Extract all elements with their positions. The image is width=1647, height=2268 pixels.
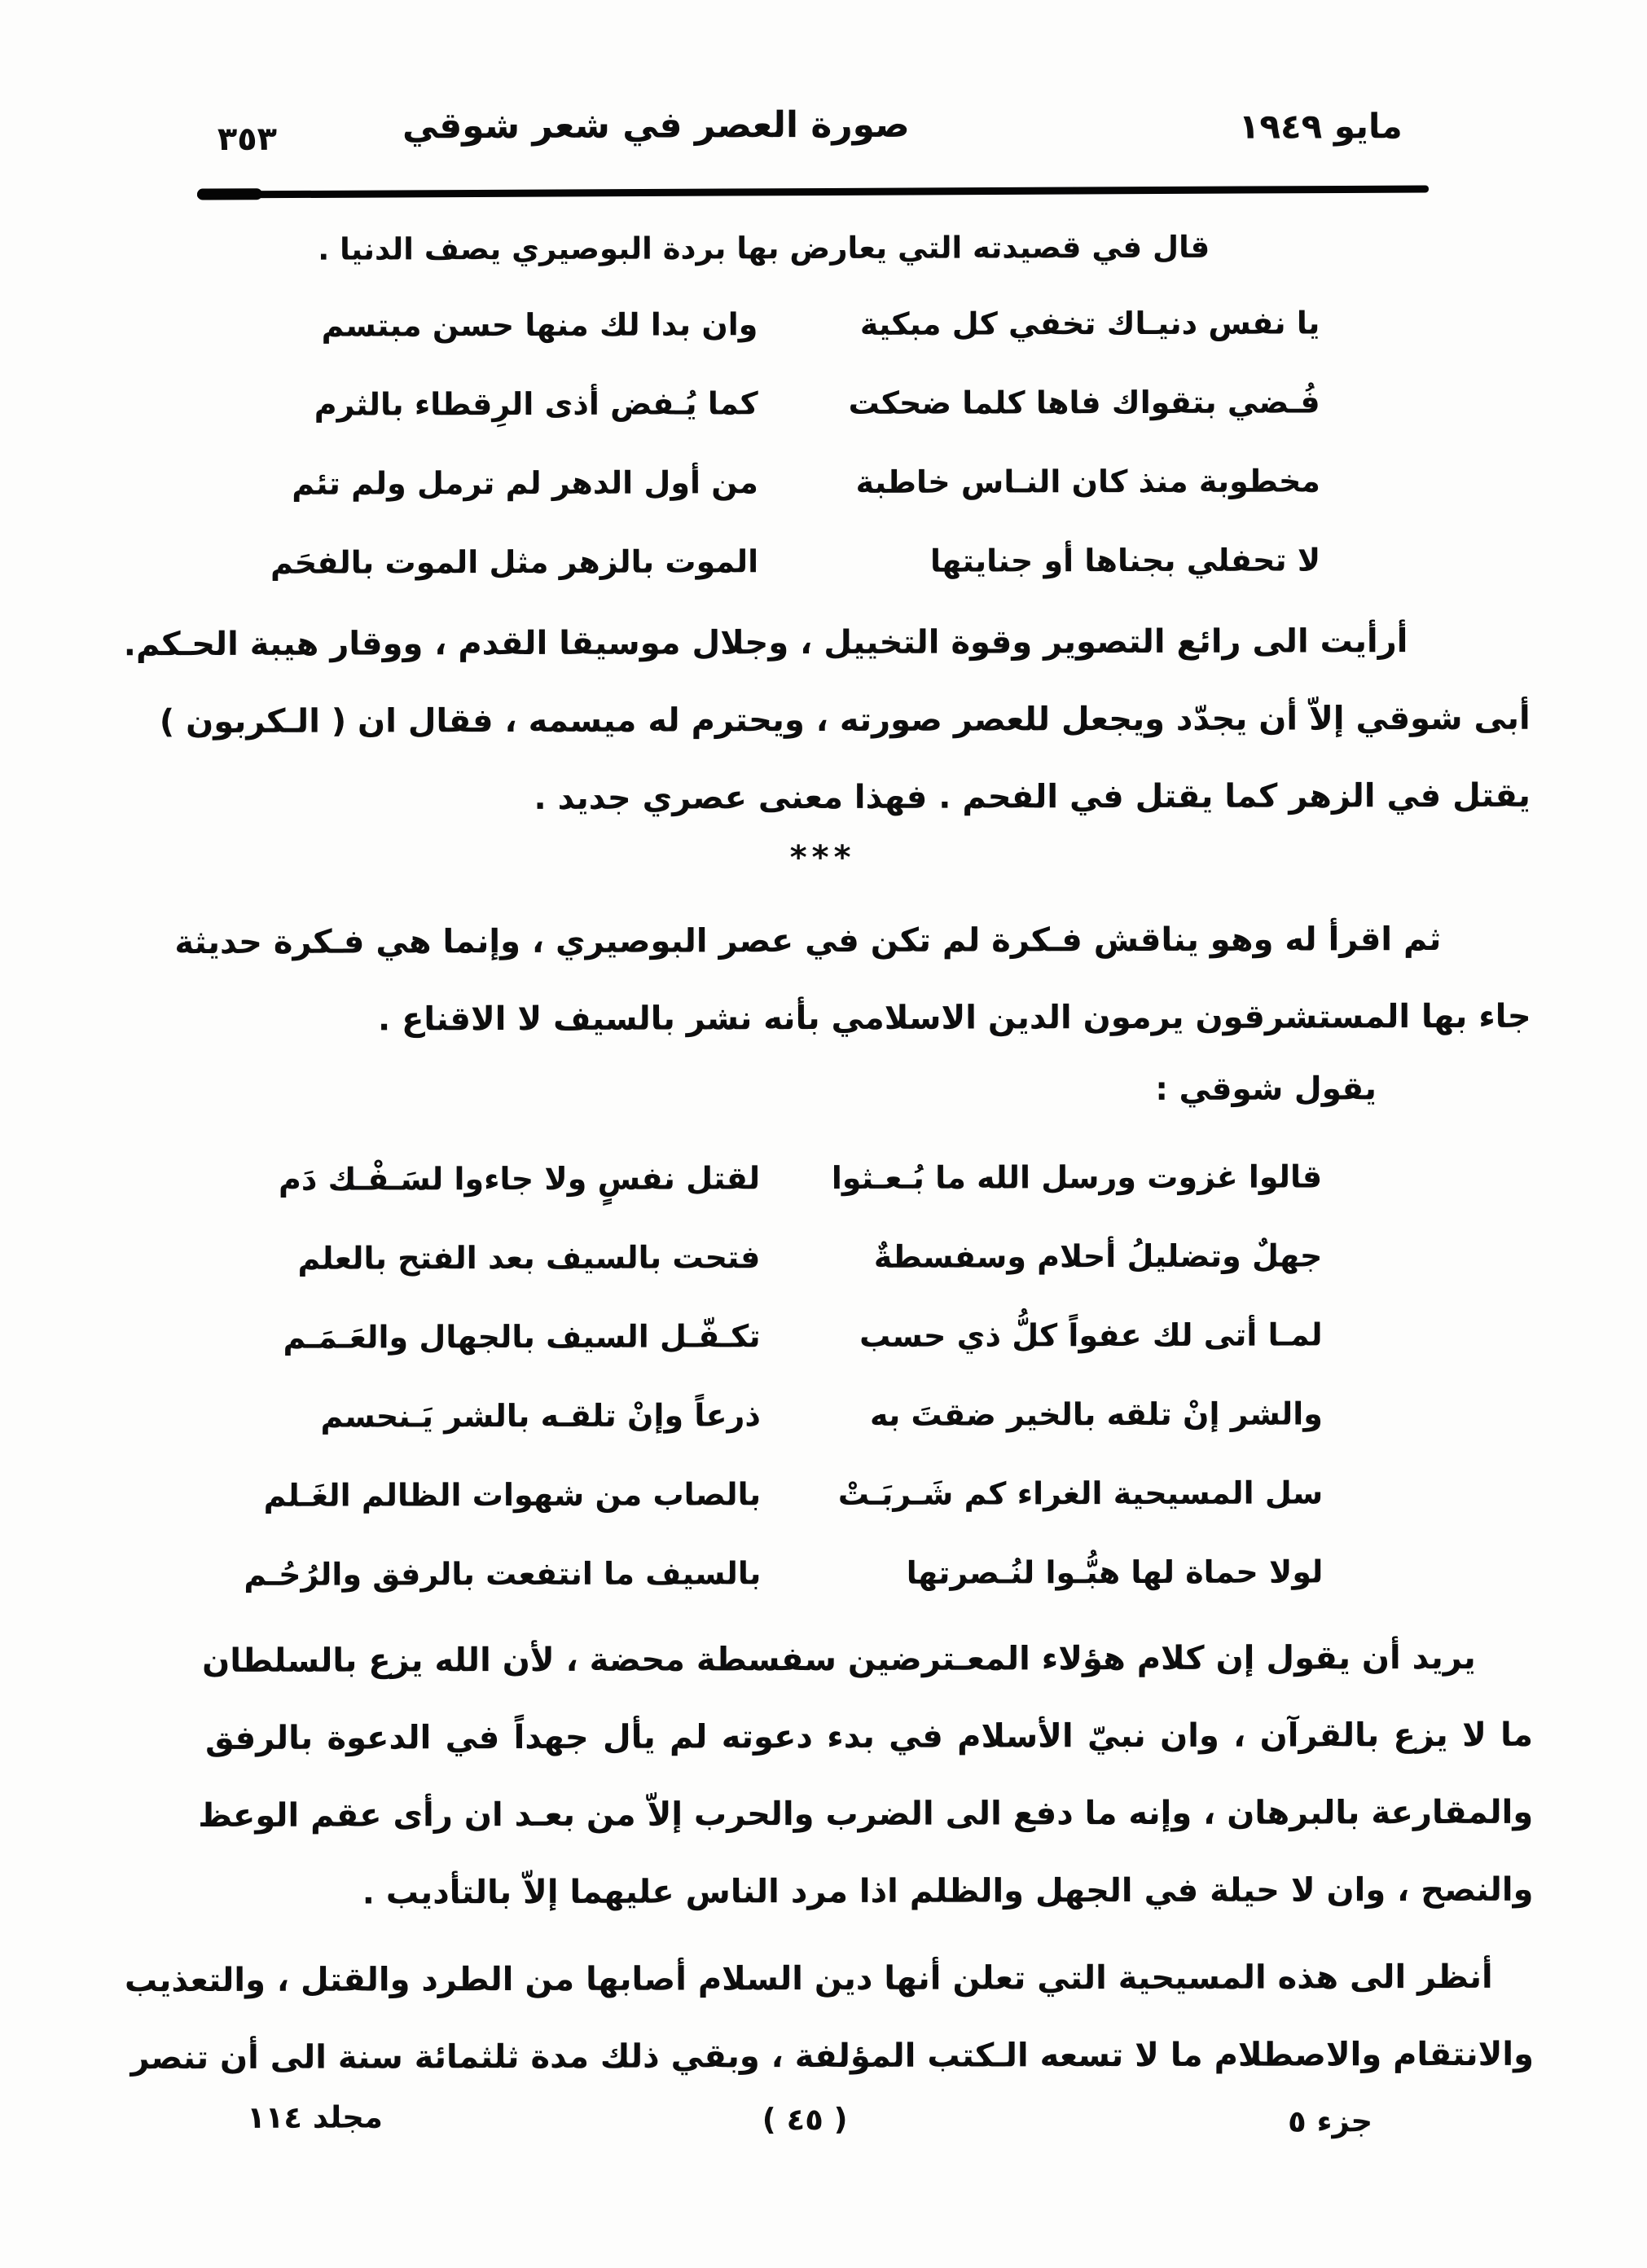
hemistich-right: سل المسيحية الغراء كم شَـربَـتْ — [837, 1475, 1324, 1512]
hemistich-left: فتحت بالسيف بعد الفتح بالعلم — [297, 1239, 761, 1277]
verse-row — [270, 521, 1321, 602]
hemistich-right: مخطوبة منذ كان النـاس خاطبة — [855, 463, 1320, 500]
prose-line: أرأيت الى رائع التصوير وقوة التخييل ، وجلال موسيقا القدم ، ووقار هيبة الحـكم. — [123, 622, 1408, 664]
prose-line: أنظر الى هذه المسيحية التي تعلن أنها دين السلام أصابها من الطرد والقتل ، والتعذيب — [124, 1958, 1493, 2000]
hemistich-left: بالسيف ما انتفعت بالرفق والرُحُـم — [244, 1555, 762, 1593]
header-rule — [197, 185, 1429, 198]
verse-row — [297, 1216, 1323, 1298]
prose-line: ما لا يزع بالقرآن ، وان نبيّ الأسلام في بدء دعوته لم يأل جهداً في الدعوة بالرفق — [204, 1716, 1533, 1757]
commentary-paragraph-3 — [198, 1620, 1534, 1932]
intro-line: قال في قصيدته التي يعارض بها بردة البوصيري يصف الدنيا . — [318, 229, 1210, 267]
verse-row — [244, 1532, 1324, 1614]
page-number: ٣٥٣ — [217, 120, 278, 158]
footer-volume-label: مجلد ١١٤ — [247, 2099, 383, 2135]
hemistich-right: جهلٌ وتضليلُ أحلام وسفسطةٌ — [873, 1237, 1323, 1275]
commentary-paragraph-1 — [123, 603, 1531, 838]
verse-row — [314, 363, 1320, 444]
poem-block-1 — [270, 284, 1321, 602]
hemistich-left: وان بدا لك منها حسن مبتسم — [321, 306, 758, 344]
poet-lead-in: يقول شوقي : — [1155, 1070, 1377, 1108]
verse-row — [263, 1453, 1324, 1535]
footer-page-label: ( ٤٥ ) — [762, 2101, 848, 2138]
hemistich-left: كما يُـفض أذى الرِقطاء بالثرم — [314, 385, 758, 423]
prose-line: والمقارعة بالبرهان ، وإنه ما دفع الى الضرب والحرب إلاّ من بعـد ان رأى عقم الوعظ — [198, 1793, 1534, 1835]
hemistich-left: الموت بالزهر مثل الموت بالفحَم — [270, 543, 759, 581]
verse-row — [292, 442, 1320, 523]
prose-line: أبى شوقي إلاّ أن يجدّد ويجعل للعصر صورته ، ويحترم له ميسمه ، فقال ان ( الـكربون ) — [159, 699, 1531, 741]
prose-line: جاء بها المستشرقون يرمون الدين الاسلامي بأنه نشر بالسيف لا الاقناع . — [377, 997, 1531, 1039]
poem-block-2 — [244, 1137, 1324, 1614]
hemistich-left: لقتل نفسٍ ولا جاءوا لسَـفْـك دَم — [278, 1160, 761, 1198]
hemistich-left: من أول الدهر لم ترمل ولم تئم — [292, 464, 758, 502]
hemistich-right: يا نفس دنيـاك تخفي كل مبكية — [859, 305, 1320, 342]
rule-end-blob — [197, 188, 262, 200]
hemistich-right: لولا حماة لها هبُّـوا لنُـصرتها — [906, 1554, 1324, 1591]
hemistich-left: بالصاب من شهوات الظالم الغَـلم — [263, 1476, 762, 1514]
prose-line: والنصح ، وان لا حيلة في الجهل والظلم اذا مرد الناس عليهما إلاّ بالتأديب . — [362, 1870, 1534, 1912]
hemistich-left: ذرعاً وإنْ تلقـه بالشر يَـنحسم — [320, 1397, 761, 1435]
hemistich-left: تكـفّـل السيف بالجهال والعَـمَـم — [283, 1318, 761, 1356]
commentary-paragraph-4 — [124, 1939, 1535, 2097]
journal-date: مايو ١٩٤٩ — [1238, 106, 1403, 147]
hemistich-right: لمـا أتى لك عفواً كلُّ ذي حسب — [859, 1316, 1323, 1354]
commentary-paragraph-2 — [174, 901, 1531, 1059]
hemistich-right: والشر إنْ تلقه بالخير ضقتَ به — [869, 1396, 1323, 1433]
hemistich-right: قالوا غزوت ورسل الله ما بُـعـثوا — [831, 1158, 1323, 1196]
prose-line: يريد أن يقول إن كلام هؤلاء المعـترضين سفسطة محضة ، لأن الله يزع بالسلطان — [202, 1638, 1476, 1680]
verse-row — [323, 284, 1320, 365]
verse-row — [278, 1137, 1323, 1219]
footer-part-label: جزء ٥ — [1288, 2103, 1373, 2139]
article-title: صورة العصر في شعر شوقي — [402, 103, 910, 147]
prose-line: والانتقام والاصطلام ما لا تسعه الـكتب المؤلفة ، وبقي ذلك مدة ثلثمائة سنة الى أن تنصر — [130, 2035, 1535, 2077]
hemistich-right: فُـضي بتقواك فاها كلما ضحكت — [848, 384, 1320, 421]
prose-line: ثم اقرأ له وهو يناقش فـكرة لم تكن في عصر البوصيري ، وإنما هي فـكرة حديثة — [174, 921, 1442, 962]
prose-line: يقتل في الزهر كما يقتل في الفحم . فهذا معنى عصري جديد . — [534, 776, 1531, 817]
verse-row — [283, 1295, 1323, 1377]
verse-row — [320, 1374, 1323, 1456]
hemistich-right: لا تحفلي بجناها أو جنايتها — [929, 542, 1321, 579]
stars-divider: *** — [789, 838, 856, 877]
